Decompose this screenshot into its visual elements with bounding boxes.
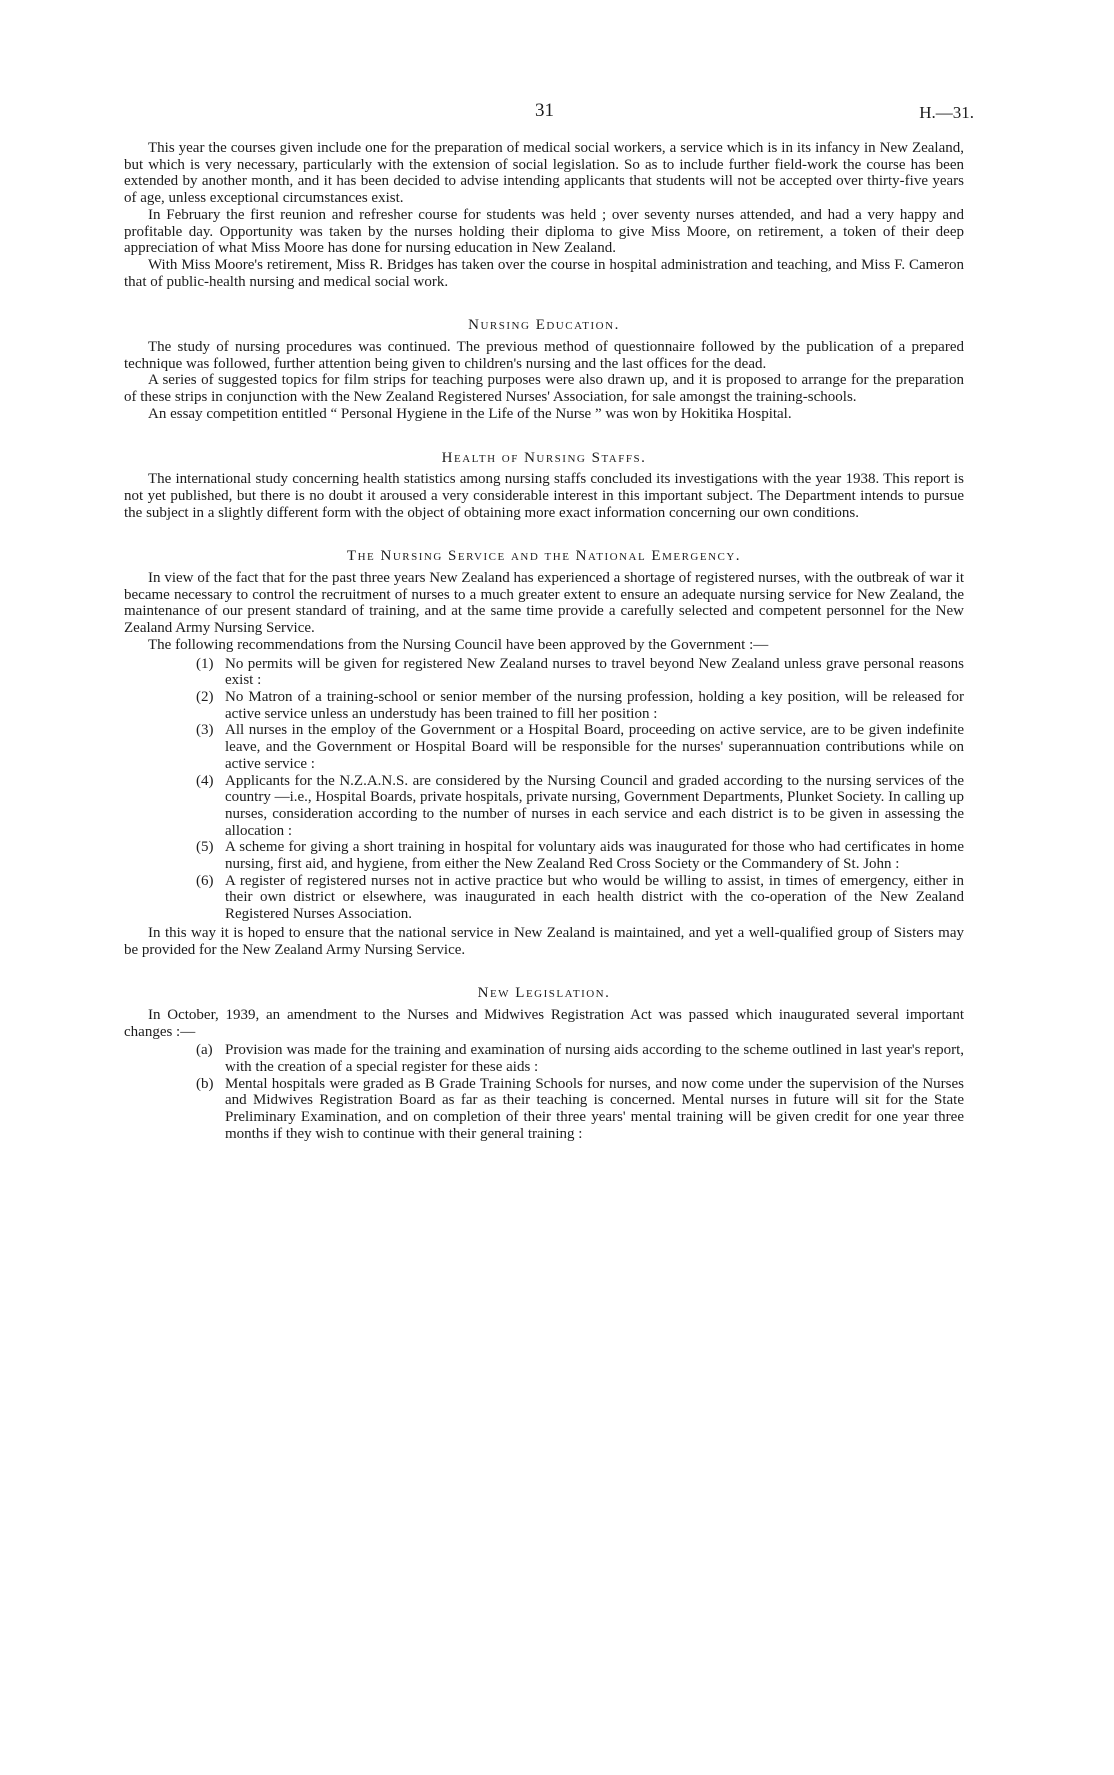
nursing-education-section bbox=[124, 317, 964, 422]
list-item-number: (a) bbox=[196, 1042, 213, 1059]
list-item bbox=[124, 689, 964, 722]
document-body bbox=[124, 140, 964, 1143]
list-item bbox=[124, 773, 964, 840]
list-item-number: (6) bbox=[196, 872, 214, 889]
section-heading: Nursing Education. bbox=[468, 317, 620, 334]
list-item-text: No Matron of a training-school or senior member of the nursing profession, holding a key position, will be released for active service unless an understudy has been trained to fill her position : bbox=[225, 688, 964, 722]
paragraph: The international study concerning health statistics among nursing staffs concluded its investigations with the year 1938. This report is not yet published, but there is no doubt it aroused a very considerable interest in this important subject. The Department intends to pursue the subject in a slightly different form with the object of obtaining more exact information concerning our own conditions. bbox=[124, 471, 964, 521]
page-reference: H.—31. bbox=[919, 103, 974, 122]
list-item-text: Mental hospitals were graded as B Grade Training Schools for nurses, and now come under the supervision of the Nurses and Midwives Registration Board as far as their teaching is concerned. Mental nurses in future will sit for the State Preliminary Examination, and on completion of their three years' mental training will be given credit for one year three months if they wish to continue with their general training : bbox=[225, 1075, 964, 1142]
list-item-text: Provision was made for the training and examination of nursing aids according to the scheme outlined in last year's report, with the creation of a special register for these aids : bbox=[225, 1042, 964, 1076]
list-item-number: (1) bbox=[196, 655, 214, 672]
list-item-number: (b) bbox=[196, 1075, 214, 1092]
list-item bbox=[124, 656, 964, 689]
paragraph: This year the courses given include one for the preparation of medical social workers, a service which is in its infancy in New Zealand, but which is very necessary, particularly with the extension of social legislation. So as to include further field-work the course has been extended by another month, and it has been decided to advise intending applicants that students will not be accepted over thirty-five years of age, unless exceptional circumstances exist. bbox=[124, 140, 964, 207]
section-heading: New Legislation. bbox=[477, 985, 611, 1002]
new-legislation-section bbox=[124, 985, 964, 1142]
paragraph: An essay competition entitled “ Personal Hygiene in the Life of the Nurse ” was won by Hokitika Hospital. bbox=[148, 405, 792, 422]
list-item-text: A scheme for giving a short training in hospital for voluntary aids was inaugurated for those who had certificates in home nursing, first aid, and hygiene, from either the New Zealand Red Cross Society or the Commandery of St. John : bbox=[225, 839, 964, 873]
page-number: 31 bbox=[535, 100, 554, 121]
list-item bbox=[124, 839, 964, 872]
list-item-text: Applicants for the N.Z.A.N.S. are considered by the Nursing Council and graded according to the nursing services of the country —i.e., Hospital Boards, private hospitals, private nursing, Government Departments, Plunket Society. In calling up nurses, consideration according to the number of nurses in each service and each district is to be given in assessing the allocation : bbox=[225, 772, 964, 839]
paragraph: In February the first reunion and refresher course for students was held ; over seventy nurses attended, and had a very happy and profitable day. Opportunity was taken by the nurses holding their diploma to give Miss Moore, on retirement, a token of their deep appreciation of what Miss Moore has done for nursing education in New Zealand. bbox=[124, 206, 964, 257]
recommendations-list bbox=[124, 656, 964, 923]
list-item-number: (2) bbox=[196, 688, 214, 705]
paragraph: The study of nursing procedures was continued. The previous method of questionnaire followed by the publication of a prepared technique was followed, further attention being given to children's nursing and the last offices for the dead. bbox=[124, 339, 964, 372]
list-item-number: (3) bbox=[196, 722, 214, 739]
paragraph: In this way it is hoped to ensure that the national service in New Zealand is maintained, and yet a well-qualified group of Sisters may be provided for the New Zealand Army Nursing Service. bbox=[124, 924, 964, 958]
paragraph: A series of suggested topics for film strips for teaching purposes were also drawn up, and it is proposed to arrange for the preparation of these strips in conjunction with the New Zealand Registered Nurses' Association, for sale amongst the training-schools. bbox=[124, 372, 964, 406]
paragraph: The following recommendations from the Nursing Council have been approved by the Government :— bbox=[148, 636, 769, 653]
list-item-number: (5) bbox=[196, 839, 214, 856]
amendments-list bbox=[124, 1042, 964, 1142]
section-heading: Health of Nursing Staffs. bbox=[441, 449, 647, 466]
list-item-text: All nurses in the employ of the Government or a Hospital Board, proceeding on active service, are to be given indefinite leave, and the Government or Hospital Board will be responsible for the nurses' superannuation contributions while on active service : bbox=[225, 722, 964, 772]
health-of-nursing-staffs-section bbox=[124, 450, 964, 522]
paragraph: In October, 1939, an amendment to the Nurses and Midwives Registration Act was passed which inaugurated several important changes :— bbox=[124, 1006, 964, 1040]
list-item bbox=[124, 873, 964, 923]
intro-section bbox=[124, 140, 964, 290]
paragraph: With Miss Moore's retirement, Miss R. Bridges has taken over the course in hospital administration and teaching, and Miss F. Cameron that of public-health nursing and medical social work. bbox=[124, 256, 964, 290]
list-item-number: (4) bbox=[196, 772, 214, 789]
list-item-text: No permits will be given for registered New Zealand nurses to travel beyond New Zealand unless grave personal reasons exist : bbox=[225, 655, 964, 689]
list-item bbox=[124, 1042, 964, 1075]
national-emergency-section bbox=[124, 548, 964, 958]
section-heading: The Nursing Service and the National Emergency. bbox=[346, 548, 742, 565]
list-item bbox=[124, 722, 964, 772]
list-item-text: A register of registered nurses not in active practice but who would be willing to assist, in times of emergency, either in their own district or elsewhere, was inaugurated in each health district with the co-operation of the New Zealand Registered Nurses Association. bbox=[225, 872, 964, 923]
paragraph: In view of the fact that for the past three years New Zealand has experienced a shortage of registered nurses, with the outbreak of war it became necessary to control the recruitment of nurses to a much greater extent to ensure an adequate nursing service for New Zealand, the maintenance of our present standard of training, and at the same time provide a carefully selected and competent personnel for the New Zealand Army Nursing Service. bbox=[124, 570, 964, 637]
list-item bbox=[124, 1076, 964, 1143]
